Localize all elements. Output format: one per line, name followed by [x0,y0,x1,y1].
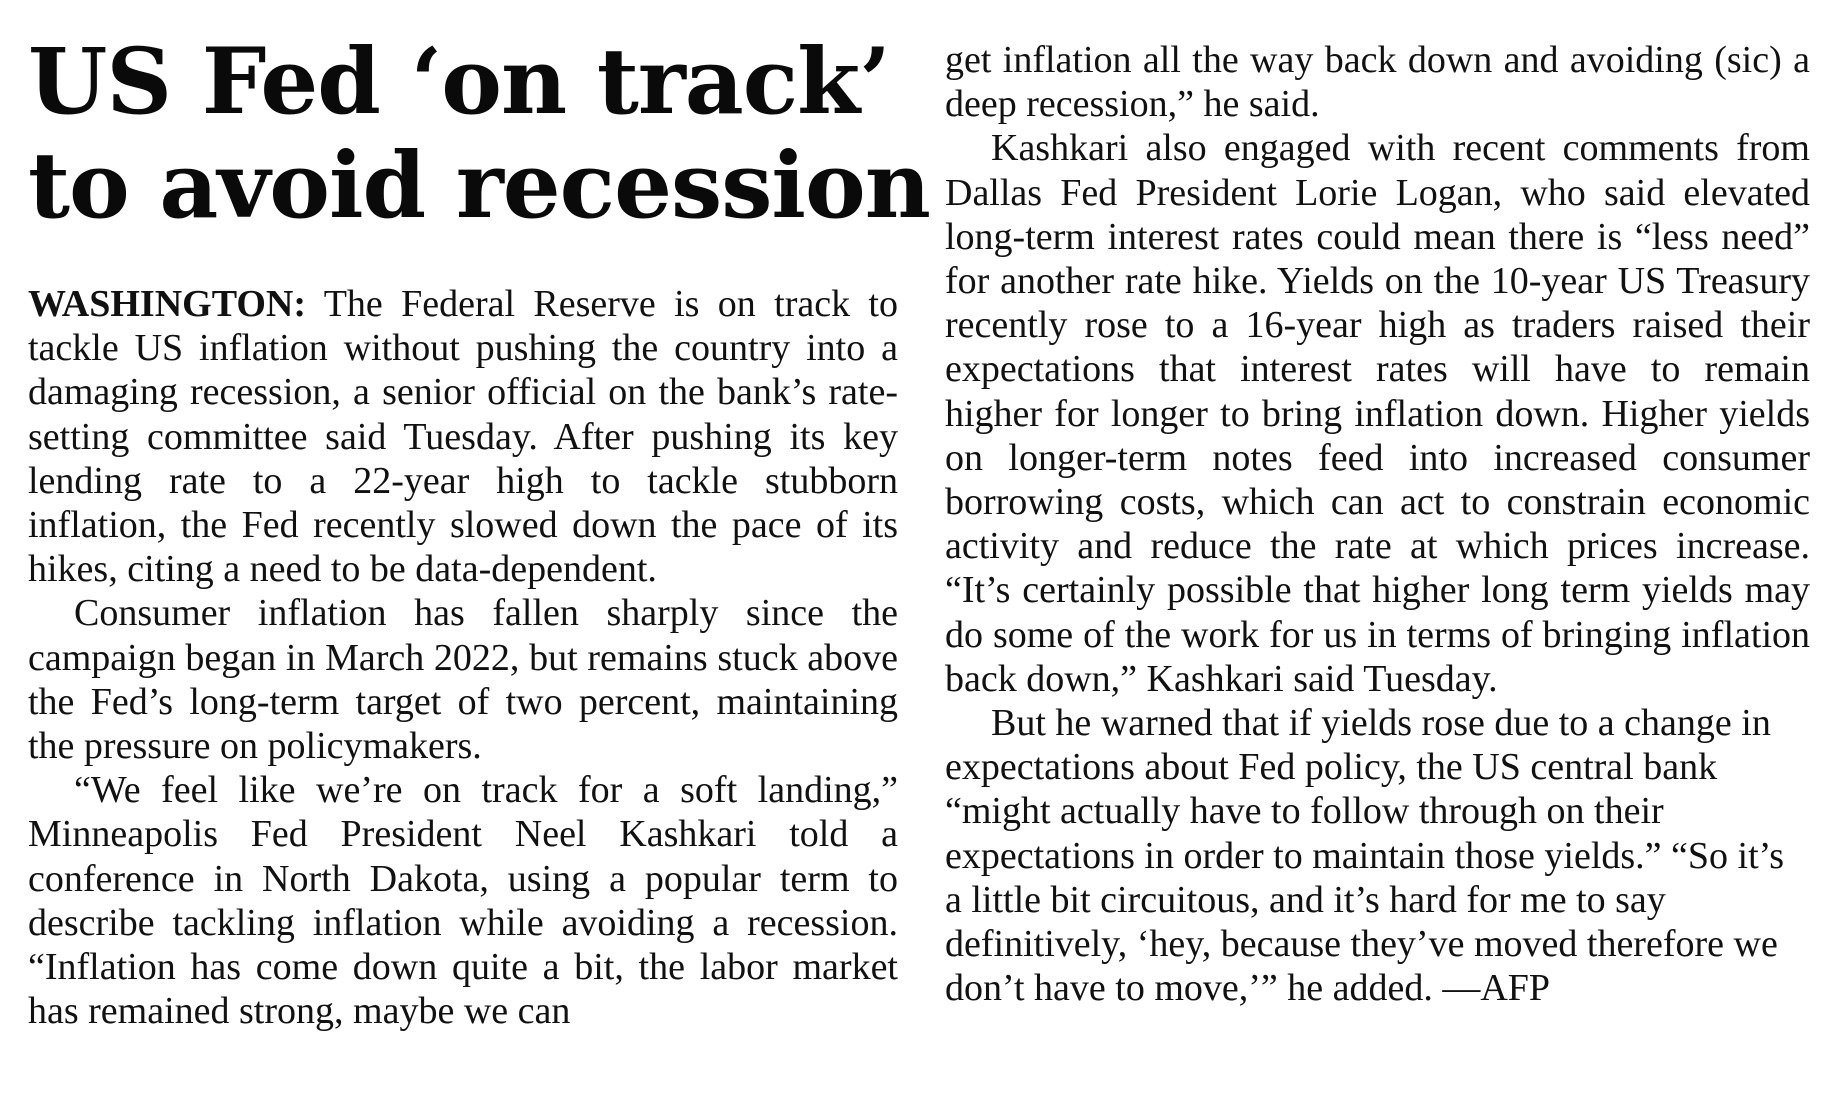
article-headline [28,29,930,239]
headline-line-1: US Fed ‘on track’ [28,29,890,135]
left-column [28,0,930,1033]
dateline: WASHINGTON: [28,283,307,325]
left-column-body [28,282,898,1033]
paragraph-5 [945,701,1810,1010]
paragraph-5-text: But he warned that if yields rose due to a change in expectations about Fed policy, the US central bank “might actually have to follow through on their expectations in order to maintain those yields.” “So it’s a little bit circuitous, and it’s hard for me to say definitively, ‘hey, because they’ve moved therefore we don’t have to move,’” he added. [945,702,1784,1010]
paragraph-4: Kashkari also engaged with recent comments from Dallas Fed President Lorie Logan, who said elevated long-term interest rates could mean there is “less need” for another rate hike. Yields on the 10-year US Treasury recently rose to a 16-year high as traders raised their expectations that interest rates will have to remain higher for longer to bring inflation down. Higher yields on longer-term notes feed into increased consumer borrowing costs, which can act to constrain economic activity and reduce the rate at which prices increase. “It’s certainly possible that higher long term yields may do some of the work for us in terms of bringing inflation back down,” Kashkari said Tuesday. [945,127,1810,700]
paragraph-1-text: The Federal Reserve is on track to tackle US inflation without pushing the country into a damaging recession, a senior official on the bank’s rate-setting committee said Tuesday. After pushing its key lending rate to a 22-year high to tackle stubborn inflation, the Fed recently slowed down the pace of its hikes, citing a need to be data-dependent. [28,283,898,591]
paragraph-2: Consumer inflation has fallen sharply since the campaign began in March 2022, but remains stuck above the Fed’s long-term target of two percent, maintaining the pressure on policymakers. [28,592,898,768]
right-column [945,38,1810,1010]
article-credit: —AFP [1442,967,1551,1010]
paragraph-1 [28,282,898,591]
headline-line-2: to avoid recession [28,133,930,239]
paragraph-3-part-2: get inflation all the way back down and avoiding (sic) a deep recession,” he said. [945,39,1810,126]
paragraph-3-part-1: “We feel like we’re on track for a soft landing,” Minneapolis Fed President Neel Kashkari told a conference in North Dakota, using a popular term to describe tackling inflation while avoiding a recession. “Inflation has come down quite a bit, the labor market has remained strong, maybe we can [28,769,898,1033]
